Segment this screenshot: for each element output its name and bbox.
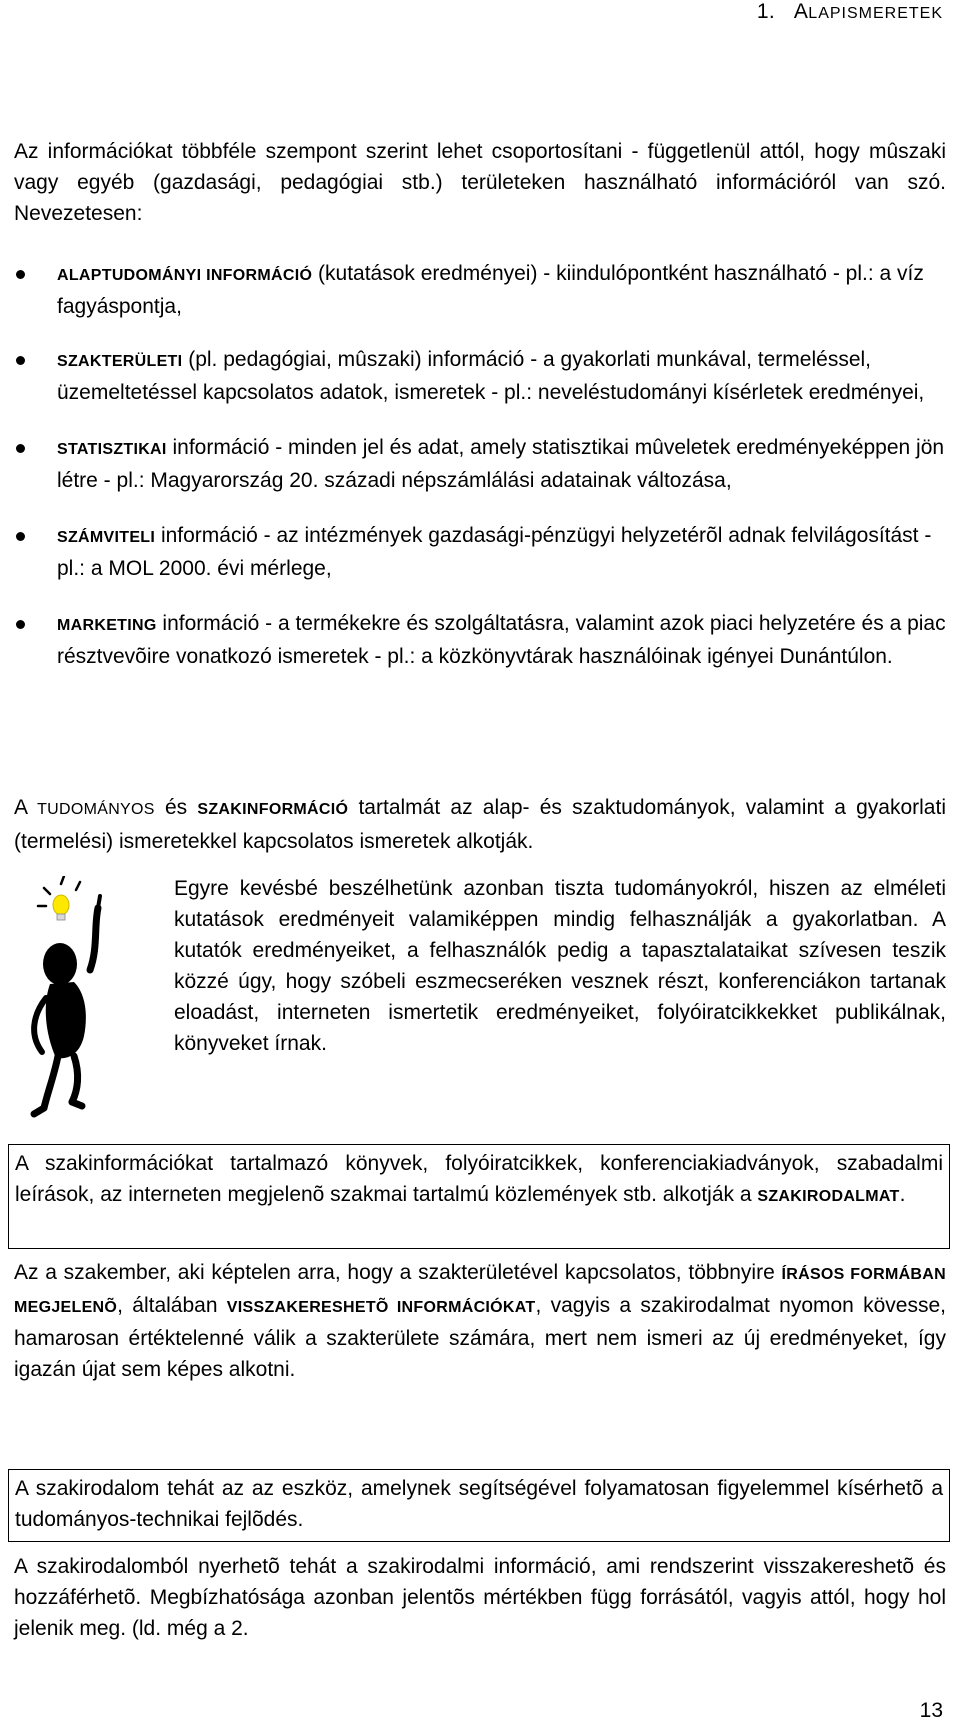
bullet-icon bbox=[16, 444, 25, 453]
list-item-text: információ - minden jel és adat, amely statisztikai mûveletek eredményeképpen jön létre - pl.: Magyarország 20. századi népszámlálási adatainak változása, bbox=[57, 436, 945, 492]
running-head bbox=[757, 0, 943, 28]
bullet-icon bbox=[16, 270, 25, 279]
szakirodalom-definition-box bbox=[8, 1144, 950, 1249]
nyerheto-paragraph: A szakirodalomból nyerhetõ tehát a szakirodalmi információ, ami rendszerint visszakereshetõ és hozzáférhetõ. Megbízhatósága azonban jelentõs mértékben függ forrásától, vagyis attól, hogy hol jelenik meg. (ld. még a 2. bbox=[14, 1555, 946, 1640]
szakember-part1: Az a szakember, aki képtelen arra, hogy a szakterületével kapcsolatos, többnyire bbox=[14, 1261, 782, 1284]
list-item bbox=[14, 608, 946, 672]
tudomanyos-lead: A bbox=[14, 796, 38, 819]
idea-figure-illustration bbox=[28, 876, 178, 1126]
list-item bbox=[14, 520, 946, 584]
stick-figure-lightbulb-icon bbox=[28, 876, 178, 1126]
tudomanyos-connector: és bbox=[154, 796, 198, 819]
page-number: 13 bbox=[919, 1699, 943, 1722]
information-types-list bbox=[14, 258, 946, 672]
tudomanyos-paragraph bbox=[14, 792, 946, 858]
egyre-paragraph: Egyre kevésbé beszélhetünk azonban tiszta tudományokról, hiszen az elméleti kutatások eredményeit valamiképpen mindig felhasználják a gyakorlatban. A kutatók eredményeiket, a felhasználók pedig a tapasztalataikat szívesen teszik közzé úgy, hogy szóbeli eszmecseréken vesznek részt, konferenciákon tartanak eloadást, interneten ismertetik eredményeiket, folyóiratcikkekket publikálnak, könyveket írnak. bbox=[174, 877, 946, 1055]
list-item bbox=[14, 258, 946, 322]
bullet-icon bbox=[16, 532, 25, 541]
box1-end: . bbox=[899, 1183, 906, 1206]
visszakereshto-informaciokat-term: VISSZAKERESHETÕ INFORMÁCIÓKAT bbox=[226, 1299, 536, 1316]
list-item bbox=[14, 432, 946, 496]
bullet-icon bbox=[16, 620, 25, 629]
szakinformacio-term: SZAKINFORMÁCIÓ bbox=[197, 801, 349, 818]
irasos-formaban-term: ÍRÁSOS FORMÁBAN MEGJELENÕ bbox=[14, 1266, 946, 1316]
szakember-paragraph bbox=[14, 1257, 946, 1385]
chapter-title-rest: LAPISMERETEK bbox=[808, 5, 943, 22]
list-item-text: információ - a termékekre és szolgáltatásra, valamint azok piaci helyzetére és a piac résztvevõire vonatkozó ismeretek - pl.: a közkönyvtárak használóinak igényei Dunántúlon. bbox=[57, 612, 946, 668]
list-item-term: ALAPTUDOMÁNYI INFORMÁCIÓ bbox=[57, 267, 313, 284]
szakirodalom-eszkoz-box: A szakirodalom tehát az az eszköz, amelynek segítségével folyamatosan figyelemmel kísérhetõ a tudományos-technikai fejlõdés. bbox=[8, 1469, 950, 1542]
szakember-part2: , általában bbox=[117, 1294, 227, 1317]
list-item-text: információ - az intézmények gazdasági-pénzügyi helyzetérõl adnak felvilágosítást - pl.: a MOL 2000. évi mérlege, bbox=[57, 524, 932, 580]
list-item-term: SZÁMVITELI bbox=[57, 529, 156, 546]
list-item-text: (pl. pedagógiai, mûszaki) információ - a gyakorlati munkával, termeléssel, üzemeltetéssel kapcsolatos adatok, ismeretek - pl.: neveléstudományi kísérletek eredményei, bbox=[57, 348, 925, 404]
intro-paragraph: Az információkat többféle szempont szerint lehet csoportosítani - függetlenül attól, hogy mûszaki vagy egyéb (gazdasági, pedagógiai stb.) területeken használható információról van szó. Nevezetesen: bbox=[14, 140, 946, 225]
box1-text: A szakinformációkat tartalmazó könyvek, folyóiratcikkek, konferenciakiadványok, szabadalmi leírások, az interneten megjelenõ szakmai tartalmú közlemények stb. alkotják a bbox=[15, 1152, 943, 1206]
list-item-term: SZAKTERÜLETI bbox=[57, 353, 183, 370]
bullet-icon bbox=[16, 356, 25, 365]
list-item-term: MARKETING bbox=[57, 617, 157, 634]
chapter-title-initial: A bbox=[793, 0, 809, 23]
list-item bbox=[14, 344, 946, 408]
chapter-number: 1. bbox=[756, 0, 776, 23]
szakirodalmat-term: SZAKIRODALMAT bbox=[757, 1188, 900, 1205]
szakember-part3: , vagyis a szakirodalmat nyomon kövesse, hamarosan értéktelenné válik a szakterülete számára, mert nem ismeri az új eredményeket, így igazán újat sem képes alkotni. bbox=[14, 1294, 946, 1381]
list-item-text: (kutatások eredményei) - kiindulópontként használható - pl.: a víz fagyáspontja, bbox=[57, 262, 924, 318]
tudomanyos-term: TUDOMÁNYOS bbox=[37, 801, 155, 818]
tudomanyos-rest: tartalmát az alap- és szaktudományok, valamint a gyakorlati (termelési) ismeretekkel kapcsolatos ismeretek alkotják. bbox=[14, 796, 946, 853]
list-item-term: STATISZTIKAI bbox=[57, 441, 167, 458]
